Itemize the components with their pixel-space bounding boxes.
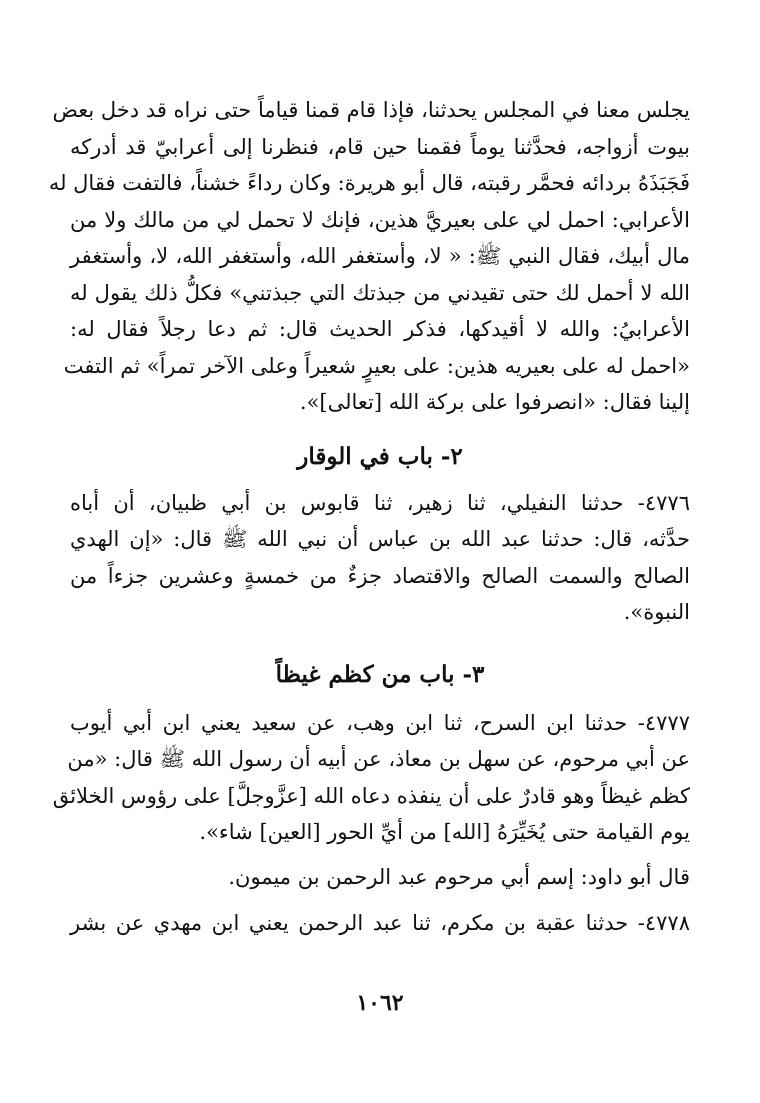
text-line: ٤٧٧٧- حدثنا ابن السرح، ثنا ابن وهب، عن سعيد يعني ابن أبي أيوب [70,710,690,735]
text-line: الأعرابي: احمل لي على بعيريَّ هذين، فإنك لا تحمل لي من مالك ولا من [70,207,690,232]
page-number: ١٠٦٢ [356,990,404,1016]
hadith-4778-start: ٤٧٧٨- حدثنا عقبة بن مكرم، ثنا عبد الرحمن يعني ابن مهدي عن بشر [70,911,690,935]
section-heading-kazm: ٣- باب من كظم غيظاً [275,660,485,688]
text-line: «احمل له على بعيريه هذين: على بعيرٍ شعيراً وعلى الآخر تمراً» ثم التفت [63,353,690,378]
page-body [48,92,690,942]
text-line: الصالح والسمت الصالح والاقتصاد جزءٌ من خمسةٍ وعشرين جزءاً من [70,563,690,588]
text-line: عن أبي مرحوم، عن سهل بن معاذ، عن أبيه أن رسول الله ﷺ قال: «من [67,747,690,771]
section-heading-wiqar: ٢- باب في الوقار [297,442,463,470]
text-line: بيوت أزواجه، فحدَّثنا يوماً فقمنا حين قام، فنظرنا إلى أعرابيّ قد أدركه [70,134,690,159]
text-line: النبوة». [623,600,690,624]
hadith-4776 [70,485,690,631]
abu-dawud-note: قال أبو داود: إسم أبي مرحوم عبد الرحمن بن ميمون. [228,864,690,889]
text-line: الأعرابيُ: والله لا أقيدكها، فذكر الحديث قال: ثم دعا رجلاً فقال له: [70,317,690,341]
text-line: ٤٧٧٦- حدثنا النفيلي، ثنا زهير، ثنا قابوس بن أبي ظبيان، أن أباه [70,490,690,515]
text-line: إلينا فقال: «انصرفوا على بركة الله [تعالى]». [299,390,690,414]
text-line: فَجَبَذَهُ بردائه فحمَّر رقبته، قال أبو هريرة: وكان رداءً خشناً، فالتفت فقال له [48,171,690,195]
paragraph-1 [48,92,690,421]
text-line: يوم القيامة حتى يُخَيِّرَهُ [الله] من أيِّ الحور [العين] شاء». [199,820,690,844]
text-line: الله لا أحمل لك حتى تقيدني من جبذتك التي جبذتني» فكلُّ ذلك يقول له [70,280,690,305]
hadith-4777 [52,705,690,851]
text-line: حدَّثه، قال: حدثنا عبد الله بن عباس أن نبي الله ﷺ قال: «إن الهدي [70,527,690,551]
text-line: يجلس معنا في المجلس يحدثنا، فإذا قام قمنا قياماً حتى نراه قد دخل بعض [52,98,690,122]
text-line: مال أبيك، فقال النبي ﷺ: « لا، وأستغفر الله، وأستغفر الله، لا، وأستغفر [70,244,690,268]
text-line: كظم غيظاً وهو قادرٌ على أن ينفذه دعاه الله [عزَّوجلَّ] على رؤوس الخلائق [52,783,690,808]
